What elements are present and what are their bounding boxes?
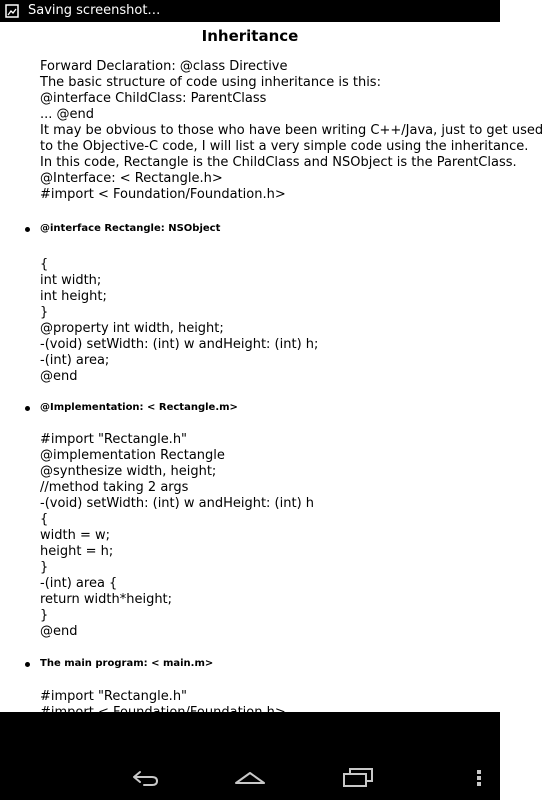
- home-button[interactable]: [230, 764, 270, 792]
- intro-line: Forward Declaration: @class Directive: [40, 59, 288, 74]
- screenshot-icon: [5, 4, 19, 18]
- section-heading: The main program: < main.m>: [40, 658, 214, 669]
- code-line: //method taking 2 args: [40, 480, 189, 495]
- code-line: @end: [40, 624, 78, 639]
- recent-apps-icon: [341, 767, 375, 789]
- intro-line: In this code, Rectangle is the ChildClass and NSObject is the ParentClass.: [40, 155, 517, 170]
- back-icon: [130, 768, 160, 788]
- section-heading: @Implementation: < Rectangle.m>: [40, 402, 238, 413]
- code-line: #import "Rectangle.h": [40, 432, 188, 447]
- intro-line: to the Objective-C code, I will list a very simple code using the inheritance.: [40, 139, 529, 154]
- code-block: [40, 257, 318, 385]
- code-line: }: [40, 608, 49, 623]
- recent-apps-button[interactable]: [338, 764, 378, 792]
- code-line: @implementation Rectangle: [40, 448, 225, 463]
- code-line: }: [40, 560, 49, 575]
- intro-line: @interface ChildClass: ParentClass: [40, 91, 267, 106]
- code-line: int width;: [40, 273, 102, 288]
- code-line: @end: [40, 369, 78, 384]
- intro-line: It may be obvious to those who have been writing C++/Java, just to get used: [40, 123, 543, 138]
- code-line: width = w;: [40, 528, 111, 543]
- intro-paragraph: [40, 59, 543, 203]
- home-icon: [233, 768, 267, 788]
- back-button[interactable]: [125, 764, 165, 792]
- page-title: Inheritance: [201, 27, 299, 45]
- code-line: -(int) area {: [40, 576, 118, 591]
- code-line: return width*height;: [40, 592, 173, 607]
- code-line: @synthesize width, height;: [40, 464, 217, 479]
- intro-line: @Interface: < Rectangle.h>: [40, 171, 223, 186]
- code-line: height = h;: [40, 544, 114, 559]
- intro-line: ... @end: [40, 107, 95, 122]
- code-line: int height;: [40, 289, 107, 304]
- bullet-icon: [25, 227, 30, 232]
- code-line: }: [40, 305, 49, 320]
- bullet-icon: [25, 662, 30, 667]
- menu-icon: [476, 769, 482, 787]
- code-line: {: [40, 512, 49, 527]
- navigation-bar: [0, 712, 500, 800]
- code-line: -(void) setWidth: (int) w andHeight: (int) h: [40, 496, 315, 511]
- intro-line: #import < Foundation/Foundation.h>: [40, 187, 286, 202]
- status-bar: [0, 0, 500, 22]
- intro-line: The basic structure of code using inheritance is this:: [40, 75, 381, 90]
- menu-button[interactable]: [470, 764, 488, 792]
- code-line: {: [40, 257, 49, 272]
- code-line: #import "Rectangle.h": [40, 689, 188, 704]
- code-line: -(void) setWidth: (int) w andHeight: (int) h;: [40, 337, 319, 352]
- bullet-icon: [25, 406, 30, 411]
- status-text: Saving screenshot…: [28, 3, 161, 18]
- code-block: [40, 432, 314, 640]
- code-line: -(int) area;: [40, 353, 110, 368]
- content-area[interactable]: [0, 22, 543, 712]
- section-heading: @interface Rectangle: NSObject: [40, 223, 221, 234]
- code-line: @property int width, height;: [40, 321, 224, 336]
